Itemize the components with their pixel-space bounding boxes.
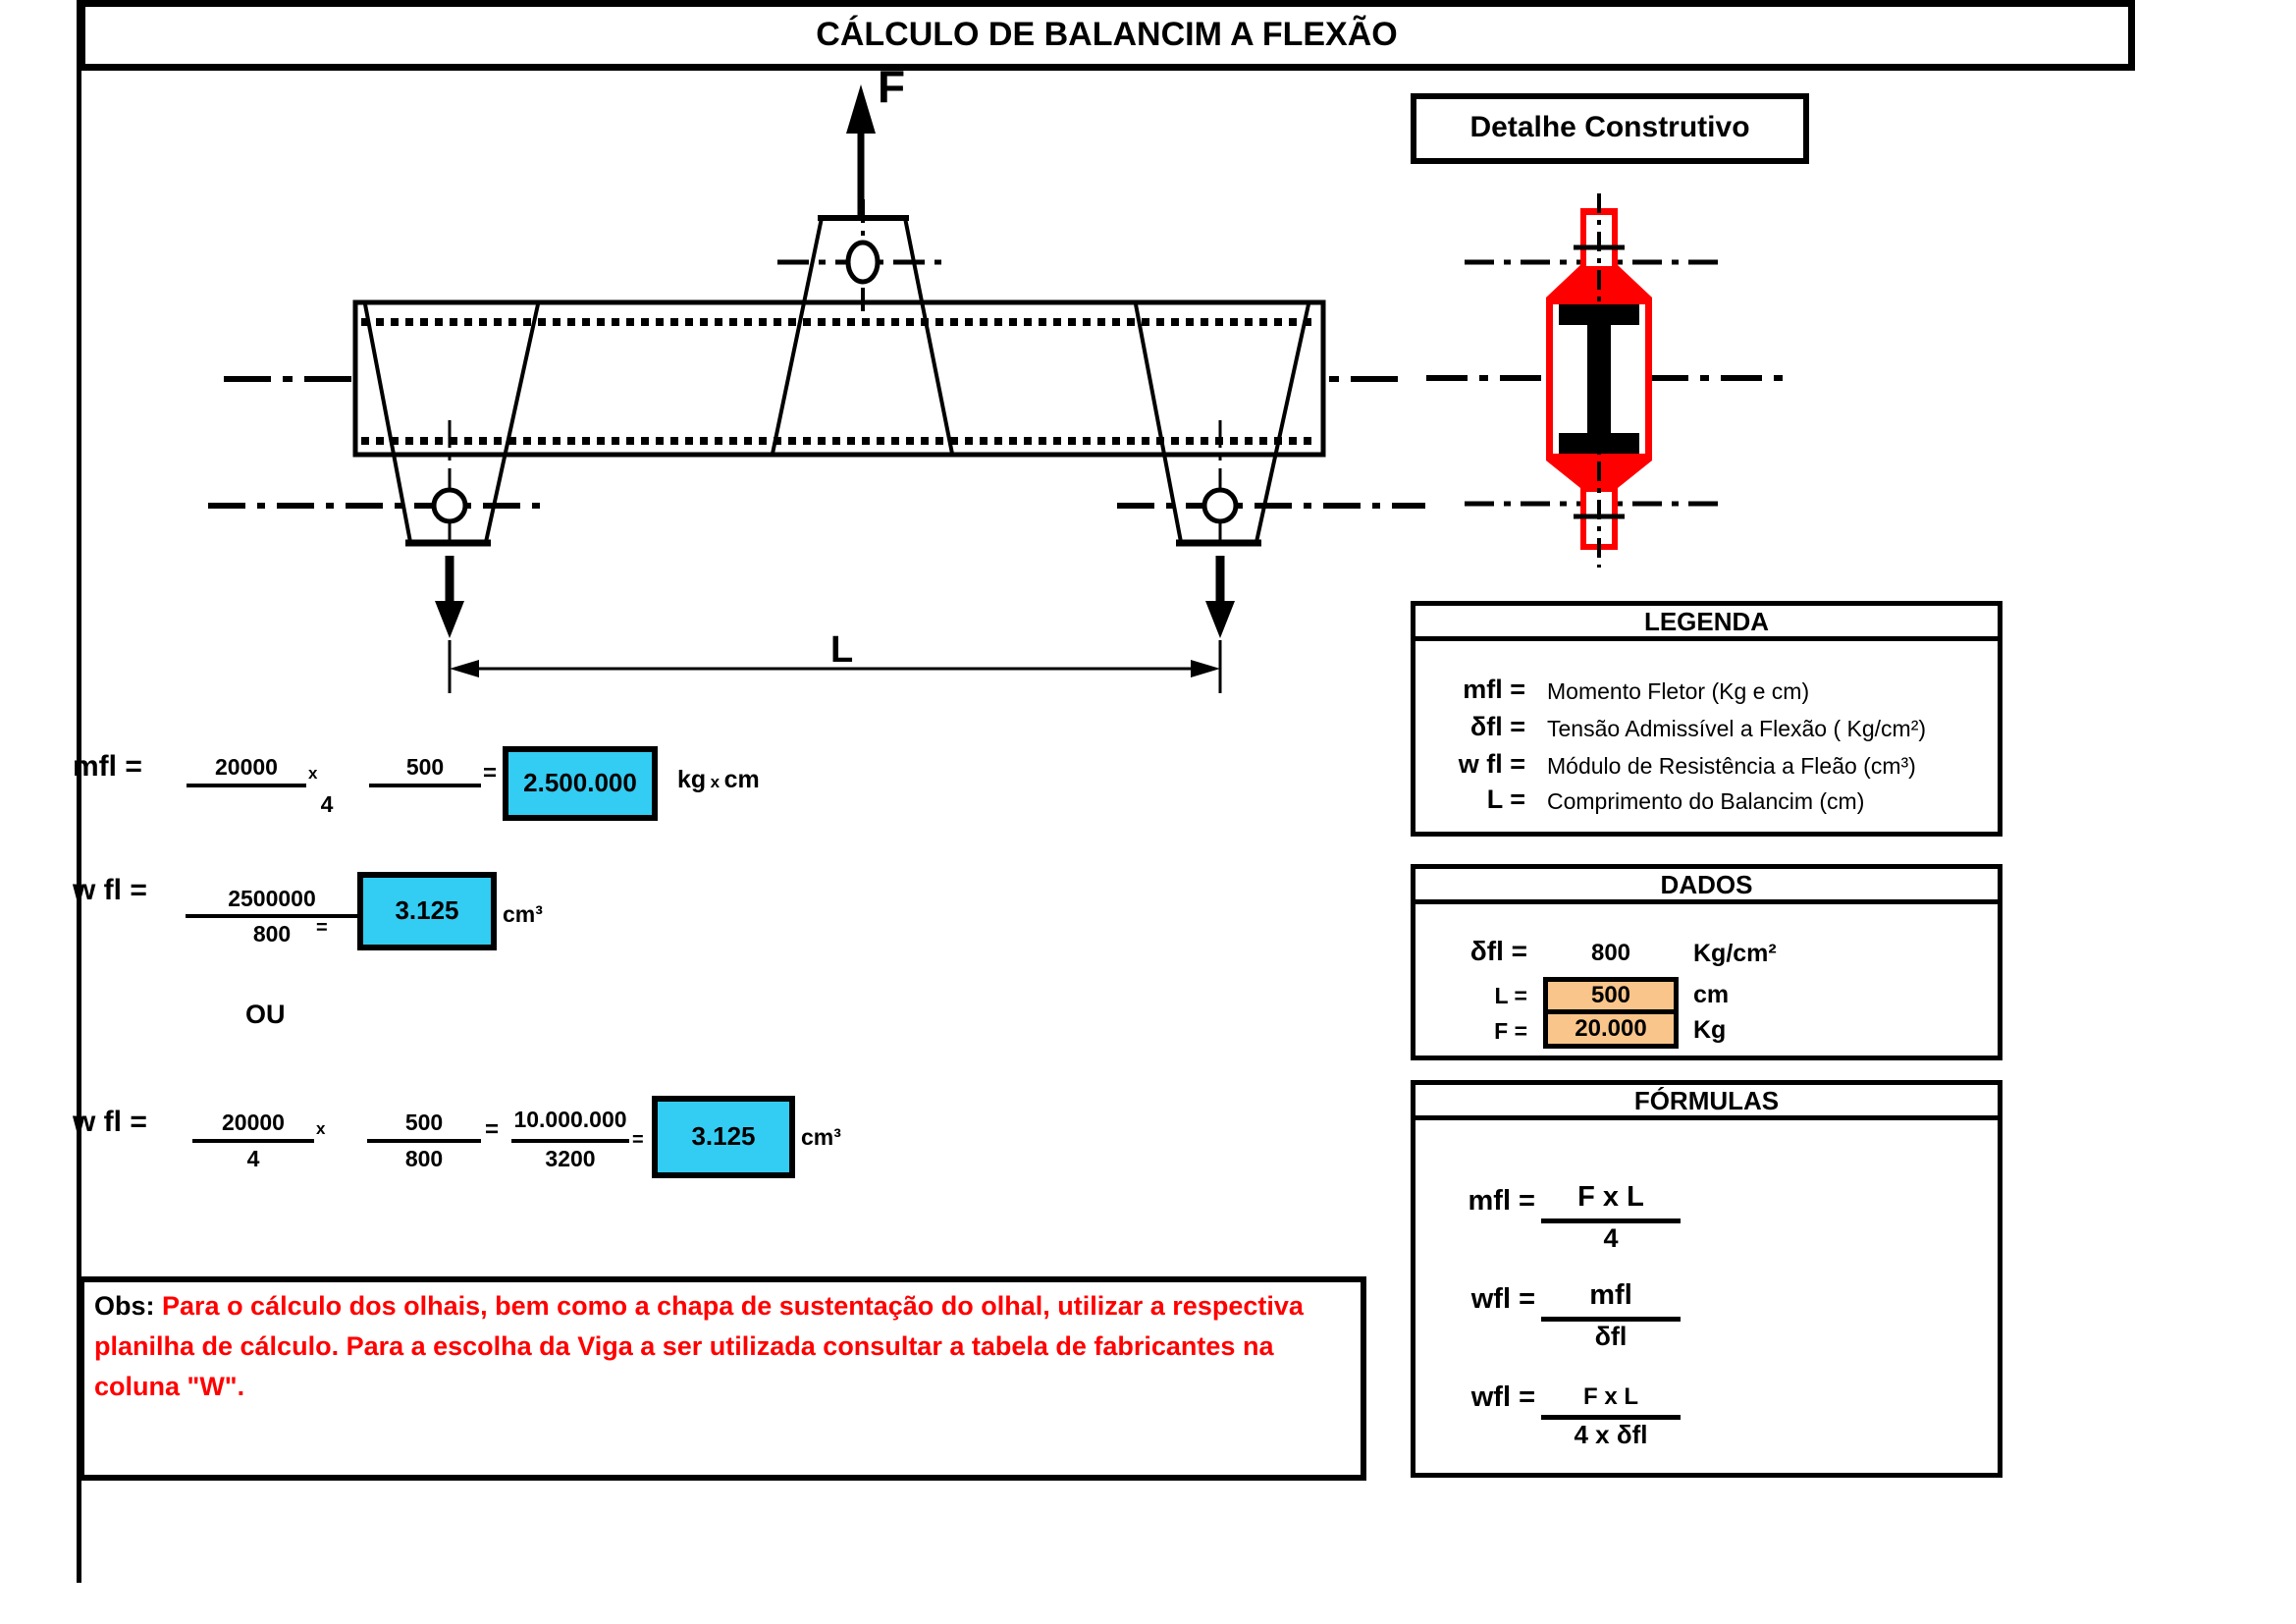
calc2-equals: =: [316, 917, 328, 939]
calc3-fraction-line1: [192, 1139, 314, 1143]
spreader-beam-drawing: [59, 59, 1433, 746]
legend-symbol-wfl: w fl =: [1458, 749, 1525, 779]
ibeam-bottom-flange: [1559, 433, 1639, 454]
legend-box: [1411, 601, 2002, 837]
left-lug-hole: [434, 490, 465, 521]
calc1-unit-kg: kg: [677, 766, 707, 793]
dados-input-cell-f[interactable]: 20.000: [1543, 1009, 1679, 1049]
calc1-numerator1: 20000: [215, 754, 278, 780]
right-lug-hole: [1204, 490, 1236, 521]
legend-title: LEGENDA: [1415, 606, 1998, 641]
dados-symbol-dfl: δfl =: [1469, 936, 1527, 966]
detail-drawing: [1414, 177, 1806, 589]
calc3-fraction-line3: [511, 1139, 629, 1143]
detail-title-box: [1411, 93, 1809, 164]
formulas-box: [1411, 1080, 2002, 1478]
calc3-unit: cm³: [801, 1124, 841, 1150]
calc2-label: w fl =: [73, 874, 147, 906]
dimension-arrow-left: [450, 660, 479, 677]
calc3-numerator3: 10.000.000: [513, 1107, 627, 1132]
legend-desc-l: Comprimento do Balancim (cm): [1547, 788, 1865, 814]
calc1-multiply-sign: x: [308, 764, 318, 783]
calc1-fraction-line1: [187, 784, 306, 787]
legend-desc-dfl: Tensão Admissível a Flexão ( Kg/cm²): [1547, 716, 1927, 741]
force-arrow-head: [846, 84, 876, 134]
obs-text: Para o cálculo dos olhais, bem como a chapa de sustentação do olhal, utilizar a respectiva planilha de cálculo. Para a escolha da Viga a ser utilizada consultar a tabela de fabricantes na coluna "W".: [94, 1291, 1304, 1402]
obs-box: [79, 1276, 1366, 1481]
formula2-denominator: δfl: [1594, 1322, 1628, 1351]
formula2-numerator: mfl: [1589, 1279, 1632, 1311]
page-title: CÁLCULO DE BALANCIM A FLEXÃO: [816, 16, 1398, 53]
top-lug-hole: [848, 243, 878, 282]
calc2-fraction-line: [186, 914, 358, 918]
detail-title: Detalhe Construtivo: [1469, 111, 1750, 143]
legend-symbol-dfl: δfl =: [1469, 712, 1525, 741]
calc3-label: w fl =: [73, 1106, 147, 1138]
legend-desc-mfl: Momento Fletor (Kg e cm): [1547, 678, 1810, 704]
calc1-unit-cm: cm: [723, 766, 760, 793]
calc1-label: mfl =: [73, 750, 142, 783]
dados-box: [1411, 864, 2002, 1060]
or-label: OU: [245, 1000, 286, 1029]
dados-symbol-l: L =: [1494, 983, 1527, 1008]
calc2-denominator: 800: [252, 921, 292, 947]
calc1-unit: [677, 766, 760, 794]
calc2-result-cell: 3.125: [357, 872, 497, 950]
formula1-numerator: F x L: [1577, 1181, 1644, 1213]
force-label: F: [878, 61, 906, 112]
dados-symbol-f: F =: [1494, 1018, 1527, 1044]
length-label: L: [830, 629, 854, 671]
obs-label: Obs:: [94, 1291, 155, 1321]
calc3-fraction-line2: [367, 1139, 481, 1143]
dados-title: DADOS: [1415, 869, 1998, 904]
formula3-denominator: 4 x δfl: [1574, 1420, 1648, 1449]
calc3-result-cell: 3.125: [652, 1096, 795, 1178]
calc3-equals1: =: [485, 1116, 500, 1143]
calc3-equals2: =: [632, 1129, 644, 1151]
calc3-denominator2: 800: [404, 1146, 444, 1171]
calc2-unit: cm³: [503, 901, 543, 927]
ibeam-top-flange: [1559, 304, 1639, 325]
formula1-label: mfl =: [1468, 1185, 1535, 1217]
ibeam-web: [1587, 325, 1611, 433]
calc1-fraction-line2: [369, 784, 481, 787]
calc1-numerator2: 500: [405, 754, 445, 780]
legend-symbol-l: L =: [1486, 785, 1525, 814]
calc1-unit-x: x: [710, 773, 721, 791]
formulas-title: FÓRMULAS: [1415, 1085, 1998, 1120]
calc3-multiply-sign: x: [316, 1119, 326, 1138]
calc3-numerator2: 500: [404, 1110, 444, 1135]
calc1-denominator1: 4: [320, 791, 334, 817]
formula2-label: wfl =: [1470, 1283, 1535, 1315]
calc3-numerator1: 20000: [222, 1110, 285, 1135]
dados-input-cell-l[interactable]: 500: [1543, 977, 1679, 1014]
dados-unit-l: cm: [1693, 981, 1730, 1008]
calc1-result-cell: 2.500.000: [503, 746, 658, 821]
dimension-arrow-right: [1191, 660, 1220, 677]
calc2-numerator: 2500000: [228, 886, 316, 911]
formula3-label: wfl =: [1470, 1381, 1535, 1413]
formula3-numerator: F x L: [1582, 1383, 1638, 1410]
calc3-denominator1: 4: [246, 1146, 260, 1171]
calc3-denominator3: 3200: [545, 1146, 596, 1171]
legend-desc-wfl: Módulo de Resistência a Fleão (cm³): [1547, 753, 1916, 779]
dados-value-dfl: 800: [1590, 940, 1631, 966]
left-load-arrow-head: [435, 601, 464, 638]
dados-unit-f: Kg: [1693, 1016, 1727, 1044]
legend-symbol-mfl: mfl =: [1463, 675, 1525, 704]
dados-unit-dfl: Kg/cm²: [1693, 940, 1777, 967]
formula1-denominator: 4: [1603, 1223, 1619, 1253]
calc1-equals: =: [483, 760, 498, 786]
right-load-arrow-head: [1205, 601, 1235, 638]
